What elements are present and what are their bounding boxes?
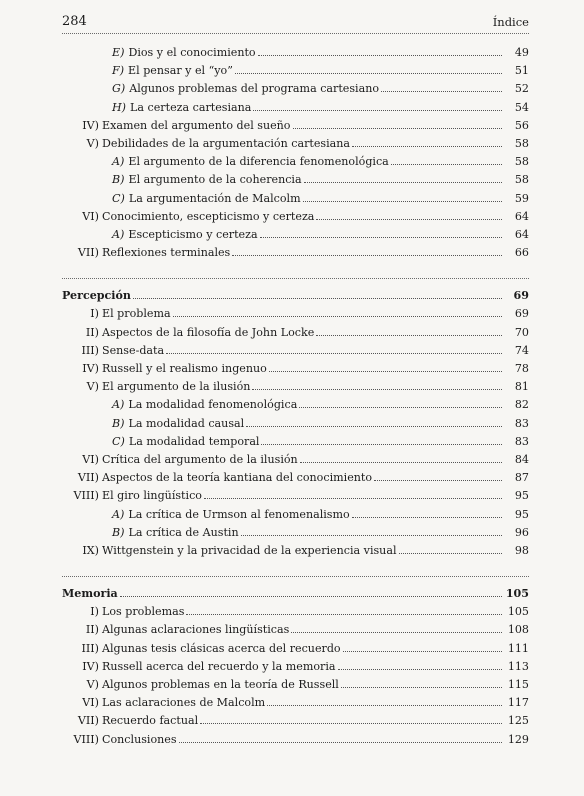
toc-entry-body [102, 658, 529, 676]
entry-title: El pensar y el “yo” [128, 64, 233, 78]
toc-entry-body [102, 378, 529, 396]
toc-entry [62, 396, 529, 414]
toc-entry [62, 506, 529, 524]
toc-entry [62, 694, 529, 712]
entry-page-number: 52 [514, 82, 529, 96]
entry-letter: A) [112, 398, 125, 412]
entry-page-number: 81 [514, 380, 529, 394]
entry-page-number: 87 [514, 471, 529, 485]
toc-entry [62, 712, 529, 730]
entry-letter: F) [112, 64, 125, 78]
toc-entry [62, 378, 529, 396]
dot-leader [166, 353, 502, 354]
toc-entry [62, 433, 529, 451]
entry-title: Recuerdo factual [102, 714, 199, 728]
toc-entry-body [112, 433, 529, 451]
dot-leader [352, 146, 502, 147]
running-title: Índice [492, 15, 529, 29]
toc-entry-body [102, 640, 529, 658]
roman-numeral: IX) [82, 543, 99, 557]
toc-entry-body [62, 585, 529, 603]
entry-title: El argumento de la diferencia fenomenológica [128, 155, 389, 169]
toc-entry-body [102, 487, 529, 505]
toc-entry-body [112, 524, 529, 542]
entry-title: Algunos problemas en la teoría de Russell [102, 678, 339, 691]
dot-leader [316, 219, 502, 220]
dot-leader [291, 632, 502, 633]
running-header [62, 12, 529, 32]
entry-title: Aspectos de la filosofía de John Locke [102, 325, 315, 339]
dot-leader [200, 723, 502, 724]
entry-page-number: 83 [514, 416, 529, 430]
toc-entry-body [102, 342, 529, 360]
entry-page-number: 84 [514, 452, 529, 466]
entry-page-number: 96 [514, 525, 529, 539]
entry-letter: H) [112, 100, 127, 114]
dot-leader [293, 128, 503, 129]
entry-title: La modalidad causal [128, 416, 245, 430]
entry-page-number: 105 [505, 587, 529, 601]
entry-title: Russell acerca del recuerdo y la memoria [102, 659, 336, 673]
toc-entry-body [102, 712, 529, 730]
entry-title: Las aclaraciones de Malcolm [102, 696, 266, 710]
dot-leader [391, 164, 502, 165]
toc-entry [62, 190, 529, 208]
entry-letter: C) [112, 191, 125, 205]
entry-title: Aspectos de la teoría kantiana del conocimiento [102, 471, 373, 485]
entry-page-number: 56 [514, 118, 529, 132]
roman-numeral: IV) [82, 659, 99, 673]
toc-entry [62, 451, 529, 469]
dot-leader [352, 517, 502, 518]
entry-title: La crítica de Urmson al fenomenalismo [128, 507, 350, 521]
entry-title: Russell y el realismo ingenuo [102, 362, 267, 375]
toc-section-1 [62, 44, 529, 262]
entry-title: Algunos problemas del programa cartesiano [129, 82, 380, 96]
entry-page-number: 58 [514, 155, 529, 169]
entry-title: Debilidades de la argumentación cartesiana [102, 136, 351, 150]
toc-entry [62, 469, 529, 487]
entry-page-number: 58 [514, 173, 529, 187]
entry-page-number: 115 [507, 678, 529, 691]
toc-entry-body [102, 305, 529, 323]
entry-page-number: 108 [507, 623, 529, 637]
toc-entry [62, 731, 529, 749]
entry-title: Algunas aclaraciones lingüísticas [102, 623, 290, 637]
toc-entry-body [102, 603, 529, 621]
roman-numeral: VI) [82, 696, 99, 710]
entry-page-number: 69 [513, 289, 529, 303]
toc-entry [62, 415, 529, 433]
roman-numeral: V) [86, 380, 99, 394]
roman-numeral: V) [86, 678, 99, 691]
entry-title: Conclusiones [102, 732, 177, 746]
table-of-contents [62, 44, 529, 749]
toc-entry-body [102, 360, 529, 378]
toc-entry [62, 676, 529, 694]
toc-entry [62, 640, 529, 658]
header-rule [62, 33, 529, 34]
entry-title: El problema [102, 307, 171, 321]
toc-entry [62, 342, 529, 360]
roman-numeral: VII) [77, 246, 99, 260]
dot-leader [316, 335, 502, 336]
dot-leader [260, 237, 502, 238]
dot-leader [179, 742, 502, 743]
toc-entry [62, 524, 529, 542]
roman-numeral: IV) [82, 362, 99, 375]
section-divider [62, 278, 529, 279]
toc-entry-body [112, 396, 529, 414]
dot-leader [204, 498, 502, 499]
roman-numeral: IV) [82, 118, 99, 132]
entry-page-number: 98 [514, 543, 529, 557]
toc-entry-body [112, 506, 529, 524]
toc-entry [62, 621, 529, 639]
entry-page-number: 125 [507, 714, 529, 728]
toc-entry-body [112, 62, 529, 80]
toc-entry [62, 44, 529, 62]
roman-numeral: I) [90, 307, 99, 321]
entry-page-number: 95 [514, 489, 529, 503]
entry-title: Wittgenstein y la privacidad de la experiencia visual [102, 543, 397, 557]
entry-page-number: 129 [507, 732, 529, 746]
entry-page-number: 54 [514, 100, 529, 114]
toc-section-3 [62, 585, 529, 749]
toc-entry-body [102, 117, 529, 135]
toc-entry [62, 487, 529, 505]
entry-title: La modalidad fenomenológica [128, 398, 298, 412]
roman-numeral: III) [81, 343, 99, 357]
entry-title: La certeza cartesiana [130, 100, 252, 114]
dot-leader [133, 298, 502, 299]
entry-title: La modalidad temporal [128, 434, 260, 448]
entry-title: Los problemas [102, 605, 185, 619]
toc-entry-body [102, 244, 529, 262]
entry-page-number: 113 [507, 659, 529, 673]
toc-entry-body [112, 99, 529, 117]
toc-entry [62, 324, 529, 342]
roman-numeral: VII) [77, 714, 99, 728]
entry-letter: B) [112, 525, 125, 539]
toc-entry-body [102, 135, 529, 153]
entry-title: Algunas tesis clásicas acerca del recuerdo [102, 641, 341, 655]
entry-title: La crítica de Austin [128, 525, 239, 539]
toc-entry-body [112, 171, 529, 189]
toc-entry-body [102, 542, 529, 560]
dot-leader [246, 426, 502, 427]
dot-leader [258, 55, 502, 56]
roman-numeral: VI) [82, 209, 99, 223]
toc-entry [62, 244, 529, 262]
dot-leader [338, 669, 503, 670]
entry-page-number: 58 [514, 136, 529, 150]
dot-leader [241, 535, 502, 536]
dot-leader [399, 553, 503, 554]
entry-page-number: 111 [507, 641, 529, 655]
roman-numeral: II) [85, 325, 99, 339]
entry-letter: E) [112, 46, 125, 59]
dot-leader [173, 316, 502, 317]
dot-leader [381, 91, 502, 92]
entry-letter: A) [112, 227, 125, 241]
dot-leader [253, 110, 502, 111]
dot-leader [235, 73, 502, 74]
toc-entry [62, 153, 529, 171]
page-number: 284 [62, 14, 87, 29]
roman-numeral: VIII) [73, 489, 99, 503]
entry-title: Reflexiones terminales [102, 246, 231, 260]
entry-page-number: 51 [514, 64, 529, 78]
entry-page-number: 83 [514, 434, 529, 448]
toc-entry-body [102, 621, 529, 639]
dot-leader [261, 444, 502, 445]
entry-page-number: 49 [514, 46, 529, 59]
dot-leader [269, 371, 502, 372]
toc-entry-body [62, 287, 529, 305]
dot-leader [252, 389, 502, 390]
toc-entry [62, 208, 529, 226]
entry-title: Memoria [62, 587, 118, 601]
entry-title: Percepción [62, 289, 131, 303]
entry-page-number: 117 [507, 696, 529, 710]
toc-entry [62, 226, 529, 244]
entry-title: El argumento de la ilusión [102, 380, 251, 394]
dot-leader [341, 687, 502, 688]
dot-leader [374, 480, 502, 481]
entry-letter: B) [112, 416, 125, 430]
toc-chapter-heading [62, 287, 529, 305]
entry-title: Dios y el conocimiento [128, 46, 256, 59]
roman-numeral: VII) [77, 471, 99, 485]
entry-title: Sense-data [102, 343, 165, 357]
toc-chapter-heading [62, 585, 529, 603]
entry-page-number: 95 [514, 507, 529, 521]
entry-letter: G) [112, 82, 126, 96]
toc-entry-body [112, 80, 529, 98]
roman-numeral: V) [86, 136, 99, 150]
dot-leader [186, 614, 502, 615]
dot-leader [299, 407, 502, 408]
toc-entry-body [102, 469, 529, 487]
entry-title: La argumentación de Malcolm [128, 191, 301, 205]
entry-page-number: 59 [514, 191, 529, 205]
entry-page-number: 74 [514, 343, 529, 357]
toc-entry [62, 603, 529, 621]
toc-entry-body [102, 731, 529, 749]
entry-letter: C) [112, 434, 125, 448]
toc-entry [62, 62, 529, 80]
dot-leader [343, 651, 502, 652]
toc-entry-body [102, 451, 529, 469]
entry-page-number: 64 [514, 209, 529, 223]
toc-entry-body [102, 694, 529, 712]
entry-page-number: 64 [514, 227, 529, 241]
entry-page-number: 69 [514, 307, 529, 321]
entry-page-number: 66 [514, 246, 529, 260]
dot-leader [303, 201, 502, 202]
entry-page-number: 105 [507, 605, 529, 619]
entry-title: El argumento de la coherencia [128, 173, 302, 187]
toc-entry [62, 171, 529, 189]
dot-leader [232, 255, 502, 256]
toc-entry [62, 117, 529, 135]
section-divider [62, 576, 529, 577]
toc-entry [62, 80, 529, 98]
toc-entry-body [102, 324, 529, 342]
dot-leader [267, 705, 502, 706]
toc-entry [62, 542, 529, 560]
dot-leader [300, 462, 502, 463]
entry-letter: B) [112, 173, 125, 187]
toc-entry-body [102, 676, 529, 694]
entry-title: Escepticismo y certeza [128, 227, 258, 241]
toc-entry-body [112, 44, 529, 62]
toc-entry-body [112, 226, 529, 244]
toc-entry [62, 658, 529, 676]
toc-entry-body [112, 415, 529, 433]
dot-leader [304, 182, 502, 183]
toc-entry [62, 99, 529, 117]
entry-letter: A) [112, 507, 125, 521]
toc-entry [62, 135, 529, 153]
toc-entry [62, 360, 529, 378]
toc-section-2 [62, 287, 529, 560]
entry-page-number: 70 [514, 325, 529, 339]
toc-entry-body [102, 208, 529, 226]
roman-numeral: I) [90, 605, 99, 619]
toc-entry [62, 305, 529, 323]
toc-entry-body [112, 190, 529, 208]
entry-title: Conocimiento, escepticismo y certeza [102, 209, 315, 223]
toc-entry-body [112, 153, 529, 171]
roman-numeral: VI) [82, 452, 99, 466]
dot-leader [120, 596, 502, 597]
entry-title: Examen del argumento del sueño [102, 118, 291, 132]
roman-numeral: VIII) [73, 732, 99, 746]
entry-letter: A) [112, 155, 125, 169]
entry-page-number: 82 [514, 398, 529, 412]
roman-numeral: II) [85, 623, 99, 637]
entry-page-number: 78 [514, 362, 529, 375]
entry-title: Crítica del argumento de la ilusión [102, 452, 298, 466]
roman-numeral: III) [81, 641, 99, 655]
entry-title: El giro lingüístico [102, 489, 202, 503]
